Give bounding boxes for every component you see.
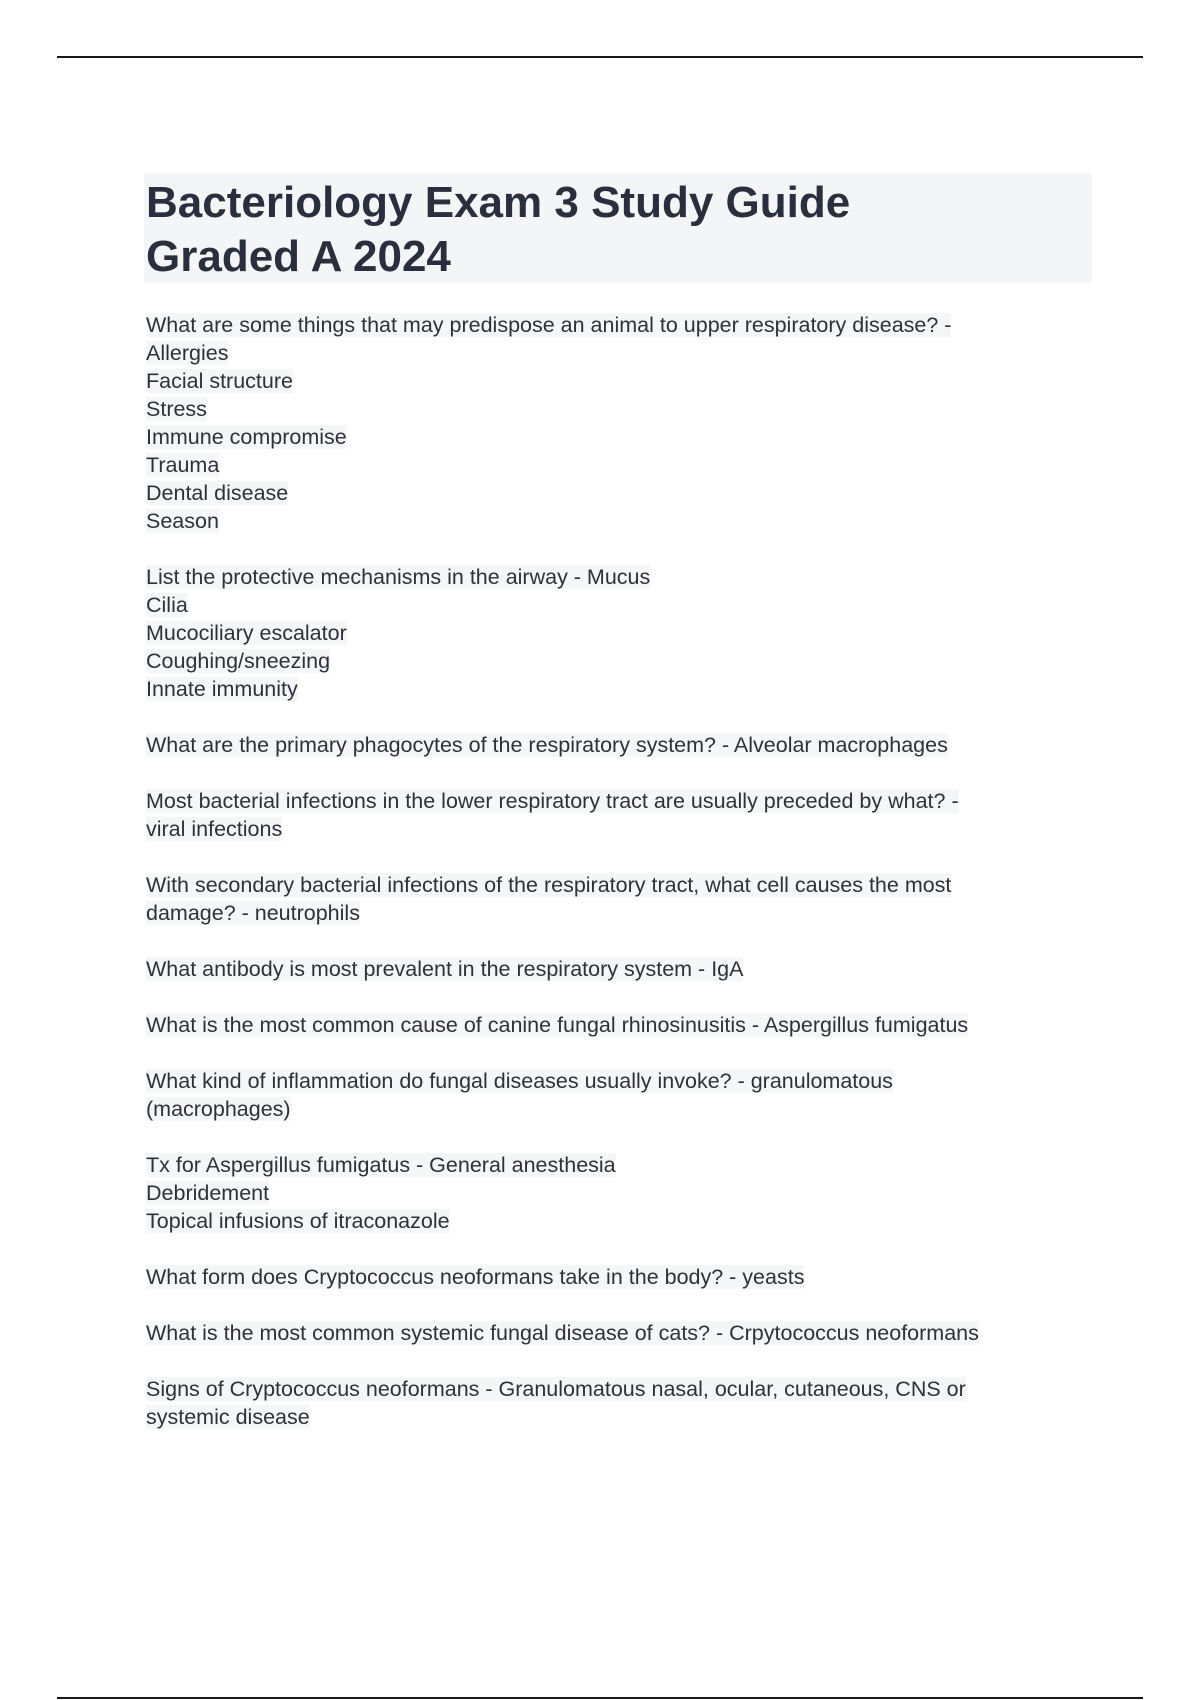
qa-line xyxy=(146,311,1096,339)
qa-line xyxy=(146,731,1096,759)
qa-entry xyxy=(146,563,1096,703)
qa-line xyxy=(146,815,1096,843)
qa-line-text: List the protective mechanisms in the airway - Mucus xyxy=(146,565,651,589)
qa-entry xyxy=(146,311,1096,535)
qa-line-text: Coughing/sneezing xyxy=(146,649,331,673)
qa-line-text: Tx for Aspergillus fumigatus - General anesthesia xyxy=(146,1153,616,1177)
top-rule xyxy=(57,56,1143,58)
qa-line-text: Trauma xyxy=(146,453,220,477)
qa-line-text: Immune compromise xyxy=(146,425,347,449)
document-title xyxy=(146,176,1090,284)
qa-entry xyxy=(146,871,1096,927)
qa-line xyxy=(146,479,1096,507)
title-block xyxy=(144,173,1092,283)
title-line: Graded A 2024 xyxy=(146,232,451,281)
qa-line xyxy=(146,871,1096,899)
qa-entry xyxy=(146,955,1096,983)
qa-line xyxy=(146,647,1096,675)
qa-line xyxy=(146,899,1096,927)
qa-line-text: With secondary bacterial infections of the respiratory tract, what cell causes the most xyxy=(146,873,952,897)
bottom-rule xyxy=(57,1697,1143,1699)
qa-line-text: What kind of inflammation do fungal diseases usually invoke? - granulomatous xyxy=(146,1069,893,1093)
qa-line-text: What are some things that may predispose an animal to upper respiratory disease? - xyxy=(146,313,952,337)
qa-entry xyxy=(146,731,1096,759)
qa-entry xyxy=(146,1067,1096,1123)
qa-line-text: viral infections xyxy=(146,817,283,841)
qa-line-text: Signs of Cryptococcus neoformans - Granulomatous nasal, ocular, cutaneous, CNS or xyxy=(146,1377,966,1401)
qa-line-text: What are the primary phagocytes of the respiratory system? - Alveolar macrophages xyxy=(146,733,948,757)
qa-line-text: What antibody is most prevalent in the respiratory system - IgA xyxy=(146,957,744,981)
qa-line-text: Most bacterial infections in the lower respiratory tract are usually preceded by what? - xyxy=(146,789,959,813)
qa-line-text: What is the most common cause of canine fungal rhinosinusitis - Aspergillus fumigatus xyxy=(146,1013,969,1037)
qa-line-text: What form does Cryptococcus neoformans take in the body? - yeasts xyxy=(146,1265,805,1289)
qa-entry xyxy=(146,787,1096,843)
qa-line-text: Facial structure xyxy=(146,369,293,393)
qa-entry xyxy=(146,1011,1096,1039)
title-line: Bacteriology Exam 3 Study Guide xyxy=(146,178,851,227)
qa-line xyxy=(146,1179,1096,1207)
qa-line-text: (macrophages) xyxy=(146,1097,291,1121)
qa-line xyxy=(146,619,1096,647)
qa-line xyxy=(146,339,1096,367)
qa-line-text: Debridement xyxy=(146,1181,270,1205)
qa-line xyxy=(146,1207,1096,1235)
qa-line xyxy=(146,787,1096,815)
qa-line xyxy=(146,395,1096,423)
qa-line xyxy=(146,955,1096,983)
qa-entry xyxy=(146,1319,1096,1347)
qa-line xyxy=(146,1319,1096,1347)
qa-entry xyxy=(146,1375,1096,1431)
qa-entry xyxy=(146,1151,1096,1235)
qa-line xyxy=(146,1403,1096,1431)
qa-line-text: Season xyxy=(146,509,219,533)
qa-line xyxy=(146,1067,1096,1095)
qa-line xyxy=(146,675,1096,703)
qa-line-text: Topical infusions of itraconazole xyxy=(146,1209,450,1233)
qa-line-text: Mucociliary escalator xyxy=(146,621,347,645)
qa-line xyxy=(146,507,1096,535)
qa-line xyxy=(146,1375,1096,1403)
qa-line-text: What is the most common systemic fungal disease of cats? - Crpytococcus neoformans xyxy=(146,1321,979,1345)
qa-line xyxy=(146,1263,1096,1291)
qa-list xyxy=(146,311,1096,1459)
qa-line xyxy=(146,563,1096,591)
qa-line-text: damage? - neutrophils xyxy=(146,901,360,925)
qa-line xyxy=(146,591,1096,619)
qa-line xyxy=(146,1011,1096,1039)
qa-line xyxy=(146,451,1096,479)
qa-line xyxy=(146,367,1096,395)
qa-line-text: Dental disease xyxy=(146,481,289,505)
qa-line xyxy=(146,1151,1096,1179)
qa-line-text: Innate immunity xyxy=(146,677,298,701)
qa-line xyxy=(146,423,1096,451)
qa-line-text: Stress xyxy=(146,397,207,421)
qa-line-text: systemic disease xyxy=(146,1405,310,1429)
qa-line xyxy=(146,1095,1096,1123)
qa-line-text: Allergies xyxy=(146,341,229,365)
qa-line-text: Cilia xyxy=(146,593,188,617)
qa-entry xyxy=(146,1263,1096,1291)
